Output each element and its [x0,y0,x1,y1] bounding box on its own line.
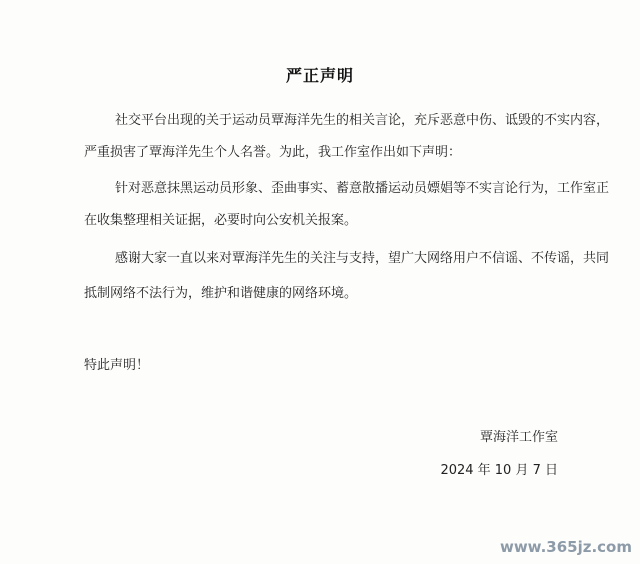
paragraph-3-line-2: 抵制网络不法行为，维护和谐健康的网络环境。 [84,286,358,301]
paragraph-2-line-1: 针对恶意抹黑运动员形象、歪曲事实、蓄意散播运动员嫖娼等不实言论行为，工作室正 [115,181,610,196]
paragraph-1-line-2: 严重损害了覃海洋先生个人名誉。为此，我工作室作出如下声明： [84,145,462,160]
closing-statement: 特此声明！ [84,358,150,373]
signature: 覃海洋工作室 [479,430,558,445]
paragraph-2-line-2: 在收集整理相关证据，必要时向公安机关报案。 [84,213,358,228]
paragraph-3-line-1: 感谢大家一直以来对覃海洋先生的关注与支持，望广大网络用户不信谣、不传谣，共同 [115,251,610,266]
site-watermark: www.365jz.com [499,538,632,556]
paragraph-1-line-1: 社交平台出现的关于运动员覃海洋先生的相关言论，充斥恶意中伤、诋毁的不实内容， [115,113,610,128]
document-title: 严正声明 [285,66,354,85]
date: 2024 年 10 月 7 日 [440,463,558,478]
